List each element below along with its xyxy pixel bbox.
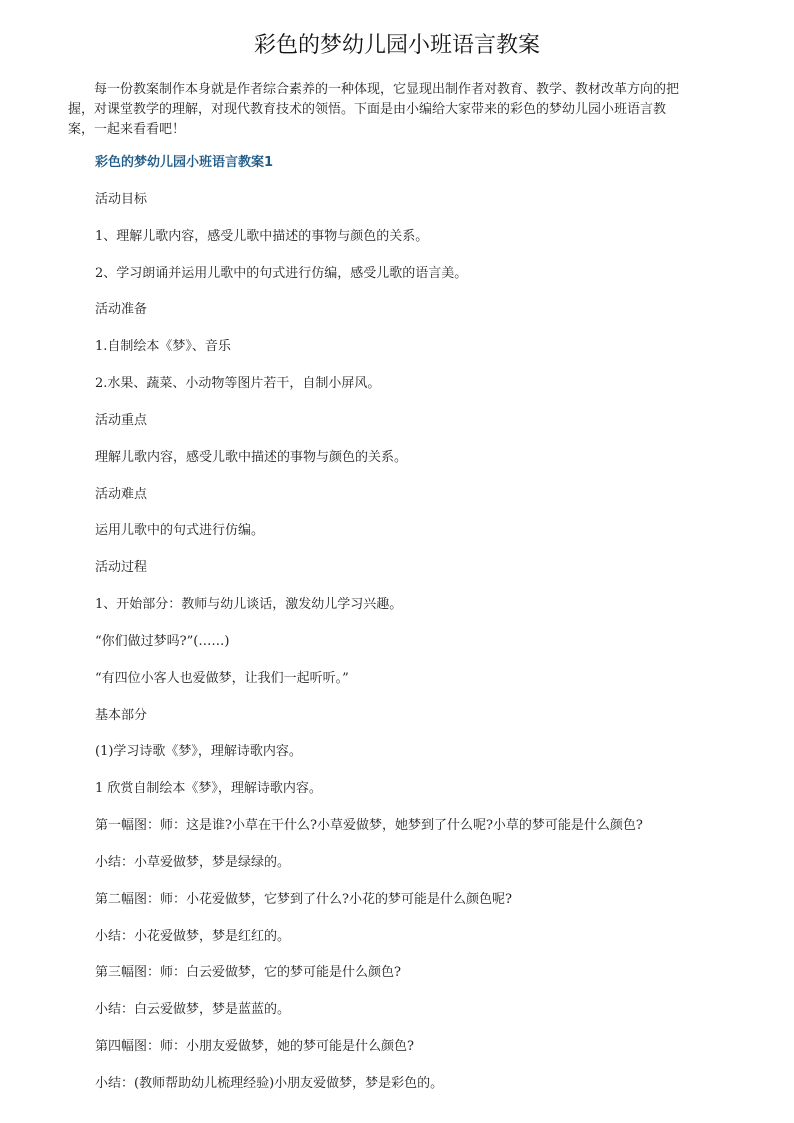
paragraph: 理解儿歌内容，感受儿歌中描述的事物与颜色的关系。 [95,450,408,465]
paragraph: 运用儿歌中的句式进行仿编。 [95,523,265,538]
paragraph: 第一幅图：师：这是谁?小草在干什么?小草爱做梦，她梦到了什么呢?小草的梦可能是什么颜色? [95,818,643,833]
paragraph: 第二幅图：师：小花爱做梦，它梦到了什么?小花的梦可能是什么颜色呢? [95,892,512,907]
paragraph: (1)学习诗歌《梦》，理解诗歌内容。 [95,744,302,759]
paragraph: 第四幅图：师：小朋友爱做梦，她的梦可能是什么颜色? [95,1039,414,1054]
intro-paragraph [68,80,728,140]
paragraph: 小结：小草爱做梦，梦是绿绿的。 [95,855,291,870]
heading-key-points: 活动重点 [95,413,148,428]
heading-difficulties: 活动难点 [95,487,148,502]
section-heading: 彩色的梦幼儿园小班语言教案1 [95,155,274,170]
paragraph: 小结：小花爱做梦，梦是红红的。 [95,929,291,944]
paragraph: 2、学习朗诵并运用儿歌中的句式进行仿编，感受儿歌的语言美。 [95,266,468,281]
paragraph: 1、开始部分：教师与幼儿谈话，激发幼儿学习兴趣。 [95,597,403,612]
paragraph: 2.水果、蔬菜、小动物等图片若干，自制小屏风。 [95,376,381,391]
paragraph: 1、理解儿歌内容，感受儿歌中描述的事物与颜色的关系。 [95,229,429,244]
intro-line: 每一份教案制作本身就是作者综合素养的一种体现，它显现出制作者对教育、教学、教材改革方向的把 [94,82,680,97]
page-title: 彩色的梦幼儿园小班语言教案 [253,33,540,58]
paragraph: 小结：(教师帮助幼儿梳理经验)小朋友爱做梦，梦是彩色的。 [95,1076,444,1091]
paragraph: 小结：白云爱做梦，梦是蓝蓝的。 [95,1002,291,1017]
heading-activity-goals: 活动目标 [95,192,148,207]
paragraph: 第三幅图：师：白云爱做梦，它的梦可能是什么颜色? [95,965,401,980]
paragraph: 1.自制绘本《梦》、音乐 [95,339,231,354]
intro-line: 握，对课堂教学的理解，对现代教育技术的领悟。下面是由小编给大家带来的彩色的梦幼儿园小班语言教 [68,102,667,117]
paragraph: “你们做过梦吗?”(……) [95,634,230,649]
heading-activity-prep: 活动准备 [95,302,148,317]
heading-activity-process: 活动过程 [95,560,148,575]
heading-basic-part: 基本部分 [95,708,148,723]
paragraph: “有四位小客人也爱做梦，让我们一起听听。” [95,671,349,686]
intro-line: 案，一起来看看吧！ [68,122,186,137]
paragraph: 1 欣赏自制绘本《梦》，理解诗歌内容。 [95,781,322,796]
